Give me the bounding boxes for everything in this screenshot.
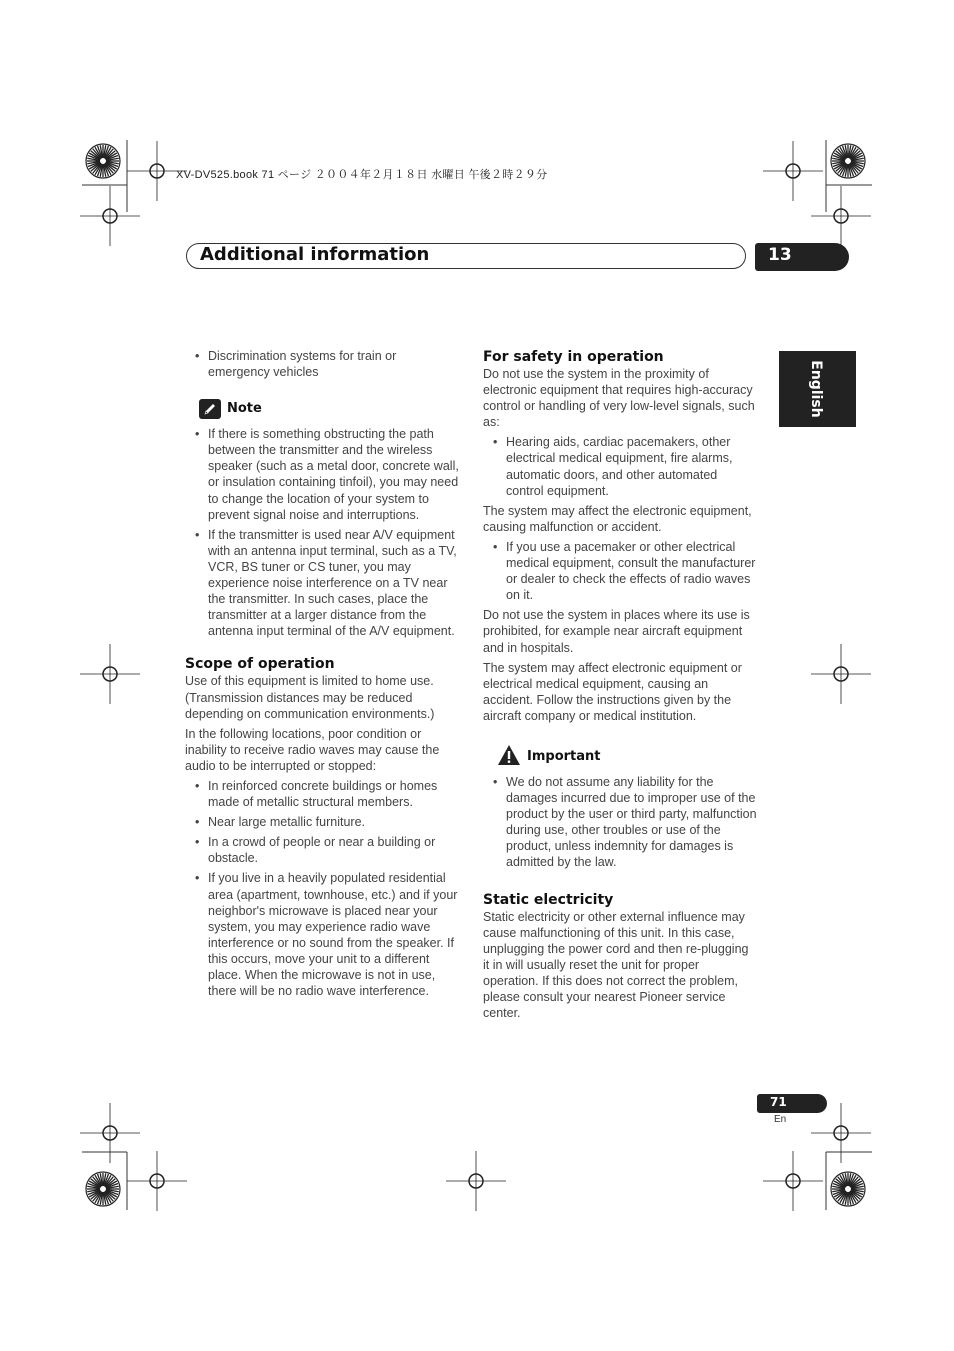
scope-heading: Scope of operation [185, 656, 335, 673]
chapter-number: 13 [768, 245, 792, 265]
safety-bullet-list-2 [483, 539, 758, 603]
crosshair-mark [446, 1151, 506, 1211]
list-item: • If the transmitter is used near A/V equipment with an antenna input terminal, such as a TV, VCR, BS tuner or CS tuner, you may experience noise interference on a TV near the transmitter. In such cases, place the transmitter at a larger distance from the antenna input terminal of the A/V equipment. [185, 527, 460, 640]
scope-bullet-list [185, 778, 460, 999]
scope-paragraph-2: In the following locations, poor condition or inability to receive radio waves may cause the audio to be interrupted or stopped: [185, 726, 440, 773]
page-language-code: En [774, 1114, 787, 1125]
safety-bullet-list-1 [483, 434, 758, 498]
static-heading: Static electricity [483, 891, 614, 908]
section-title: Additional information [200, 244, 430, 265]
important-label: Important [527, 748, 601, 764]
scope-paragraph-1: Use of this equipment is limited to home use. (Transmission distances may be reduced depending on communication environments.) [185, 674, 435, 721]
note-callout [199, 396, 460, 422]
list-item: • Discrimination systems for train or emergency vehicles [185, 348, 460, 380]
page-number: 71 [770, 1095, 787, 1109]
crosshair-mark [127, 1151, 187, 1211]
list-item: • We do not assume any liability for the damages incurred due to improper use of the product by the user or third party, malfunction during use, other troubles or use of the product, unless indemnity for damages is admitted by the law. [483, 774, 758, 871]
pencil-icon [199, 399, 221, 419]
crosshair-mark [80, 186, 140, 246]
crosshair-mark [763, 141, 823, 201]
right-column [483, 348, 758, 1025]
note-label: Note [227, 401, 262, 417]
list-item: • Hearing aids, cardiac pacemakers, other electrical medical equipment, fire alarms, automatic doors, and other automated control equipment. [483, 434, 758, 498]
crosshair-mark [80, 1103, 140, 1163]
sunburst-mark [831, 144, 865, 178]
safety-heading: For safety in operation [483, 349, 664, 365]
language-tab-label: English [808, 360, 824, 418]
sunburst-mark [86, 144, 120, 178]
important-bullet-list [483, 774, 758, 871]
list-item: • If you live in a heavily populated residential area (apartment, townhouse, etc.) and if your neighbor's microwave is placed near your system, you may experience radio wave interference or no sound from the speaker. If this occurs, move your unit to a different place. When the microwave is not in use, there will be no radio wave interference. [185, 870, 460, 999]
safety-paragraph-3: Do not use the system in places where its use is prohibited, for example near aircraft equipment and in hospitals. [483, 608, 750, 655]
static-paragraph: Static electricity or other external influence may cause malfunctioning of this unit. In this case, unplugging the power cord and then re-plugging it in will usually reset the unit for proper operation. If this does not correct the problem, please consult your nearest Pioneer service center. [483, 909, 749, 1021]
crosshair-mark [811, 186, 871, 246]
list-item: • In a crowd of people or near a building or obstacle. [185, 834, 460, 866]
print-info-line: XV-DV525.book 71 ページ ２００４年２月１８日 水曜日 午後２時２９分 [176, 169, 548, 181]
safety-paragraph-1: Do not use the system in the proximity of electronic equipment that requires high-accuracy control or handling of very low-level signals, such as: [483, 367, 755, 430]
list-item: • Near large metallic furniture. [185, 814, 460, 830]
list-item: • If you use a pacemaker or other electrical medical equipment, consult the manufacturer or dealer to check the effects of radio waves on it. [483, 539, 758, 603]
left-column [185, 348, 460, 1003]
list-item: • If there is something obstructing the path between the transmitter and the wireless speaker (such as a metal door, concrete wall, or insulation containing tinfoil), you may need to change the location of your system to prevent signal noise and interruptions. [185, 426, 460, 523]
warning-icon [497, 744, 521, 770]
safety-paragraph-2: The system may affect the electronic equipment, causing malfunction or accident. [483, 503, 752, 534]
important-callout [497, 744, 758, 770]
crosshair-mark [80, 644, 140, 704]
page-number-badge [757, 1094, 827, 1113]
sunburst-mark [831, 1172, 865, 1206]
list-item: • In reinforced concrete buildings or homes made of metallic structural members. [185, 778, 460, 810]
intro-bullet-list [185, 348, 460, 380]
safety-paragraph-4: The system may affect electronic equipment or electrical medical equipment, causing an accident. Follow the instructions given by the aircraft company or medical institution. [483, 660, 742, 723]
note-bullet-list [185, 426, 460, 639]
crosshair-mark [763, 1151, 823, 1211]
sunburst-mark [86, 1172, 120, 1206]
crosshair-mark [811, 644, 871, 704]
